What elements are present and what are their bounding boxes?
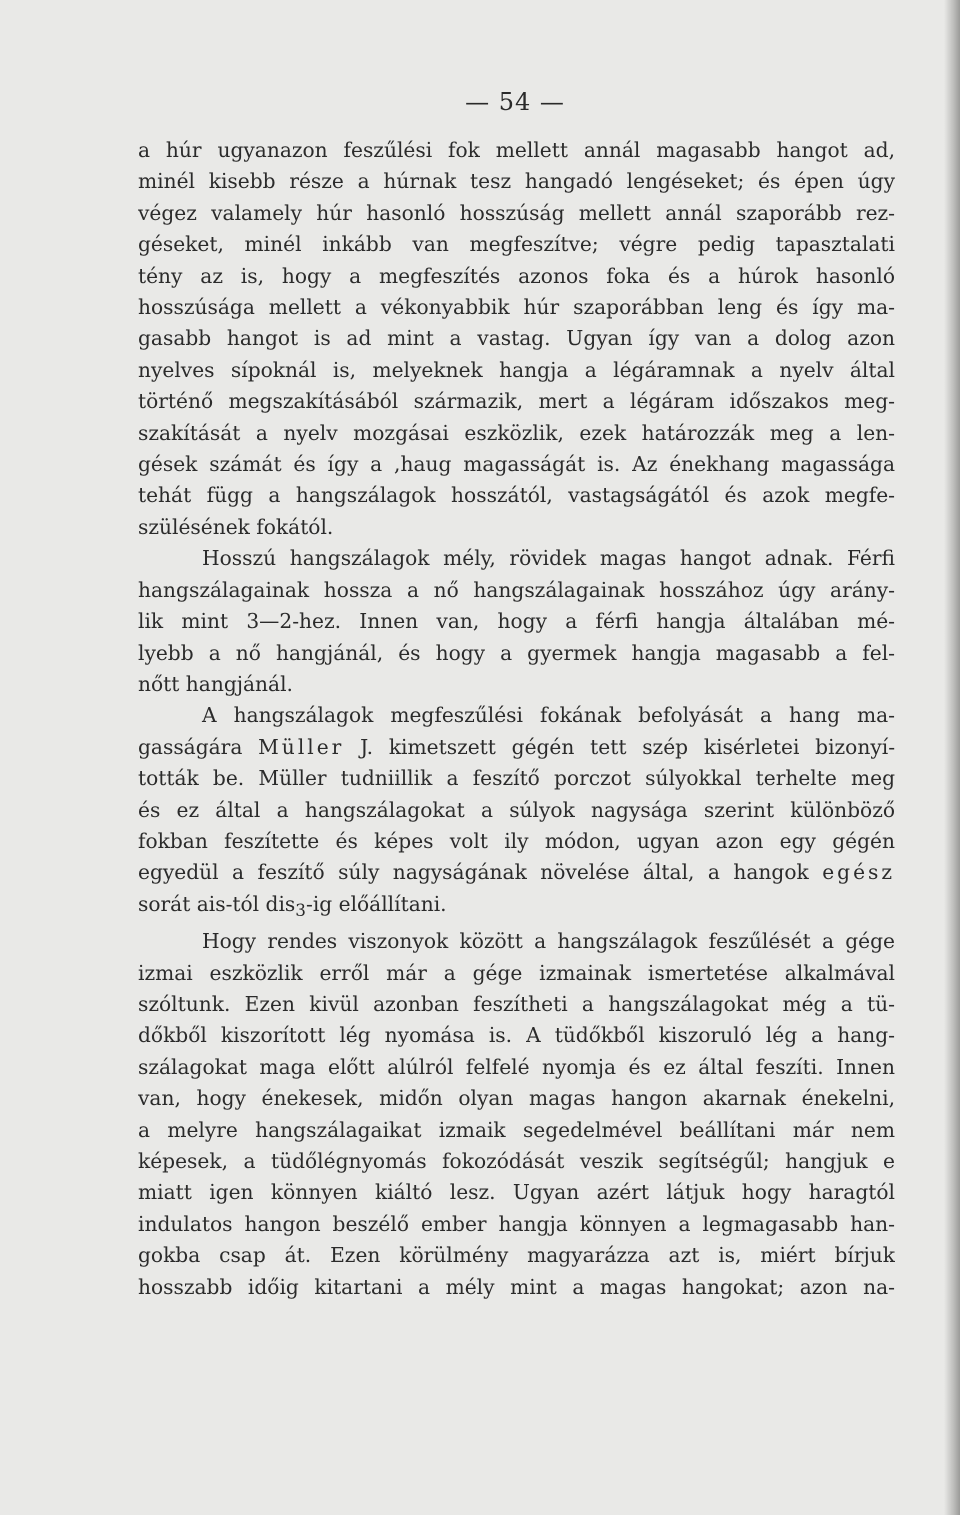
author-name: Müller [258, 734, 345, 759]
text-line: szakítását a nyelv mozgásai eszközlik, ezek határozzák meg a len- [138, 420, 895, 445]
text-line: géseket, minél inkább van megfeszítve; végre pedig tapasztalati [138, 232, 895, 257]
text-line: szóltunk. Ezen kivül azonban feszítheti a hangszálagokat még a tü- [138, 992, 895, 1016]
text-line: gokba csap át. Ezen körülmény magyarázza azt is, miért bírjuk [138, 1243, 895, 1268]
text-line: képesek, a tüdőlégnyomás fokozódását veszik segítségűl; hangjuk e [138, 1149, 895, 1174]
body-text [138, 135, 895, 1303]
text-line [138, 732, 895, 763]
text-line: és ez által a hangszálagokat a súlyok nagysága szerint különböző [138, 797, 895, 822]
text-line: tehát függ a hangszálagok hosszától, vastagságától és azok megfe- [138, 483, 895, 508]
text-line: Hosszú hangszálagok mély, rövidek magas hangot adnak. Férfi [202, 546, 895, 571]
text-line: hangszálagainak hossza a nő hangszálagainak hosszához úgy arány- [138, 577, 895, 602]
text-line: minél kisebb része a húrnak tesz hangadó lengéseket; és épen úgy [138, 169, 895, 194]
text-line: hosszabb időig kitartani a mély mint a magas hangokat; azon na- [138, 1274, 895, 1299]
emphasized-word: egész [822, 860, 895, 885]
text-line: van, hogy énekesek, midőn olyan magas hangon akarnak énekelni, [138, 1086, 895, 1111]
text-segment: J. kimetszett gégén tett szép kisérletei bizonyí- [360, 734, 895, 759]
text-line: nőtt hangjánál. [138, 671, 293, 696]
text-line: izmai eszközlik erről már a gége izmainak ismertetése alkalmával [138, 960, 895, 985]
text-line: történő megszakításából származik, mert a légáram időszakos meg- [138, 389, 895, 414]
text-segment: sorát ais-tól dis [138, 891, 296, 916]
text-line: a húr ugyanazon feszűlési fok mellett annál magasabb hangot ad, [138, 138, 895, 162]
text-line: tény az is, hogy a megfeszítés azonos foka és a húrok hasonló [138, 263, 895, 288]
text-line: miatt igen könnyen kiáltó lesz. Ugyan azért látjuk hogy haragtól [138, 1180, 895, 1205]
text-line: hosszúsága mellett a vékonyabbik húr szaporábban leng és így ma- [138, 295, 895, 320]
text-line: dőkből kiszorított lég nyomása is. A tüdőkből kiszoruló lég a hang- [138, 1023, 895, 1048]
text-segment: gasságára [138, 734, 243, 759]
text-line: fokban feszítette és képes volt ily módon, ugyan azon egy gégén [138, 828, 895, 853]
text-line: végez valamely húr hasonló hosszúság mellett annál szaporább rez- [138, 200, 895, 225]
page-number: — 54 — [465, 88, 565, 116]
text-line: szülésének fokától. [138, 514, 334, 539]
text-segment: egyedül a feszítő súly nagyságának növelése által, a hangok [138, 860, 809, 885]
subscript: 3 [295, 899, 306, 920]
text-line: lyebb a nő hangjánál, és hogy a gyermek hangja magasabb a fel- [138, 640, 895, 665]
text-line: szálagokat maga előtt alúlról felfelé nyomja és ez által feszíti. Innen [138, 1054, 895, 1079]
text-line: A hangszálagok megfeszűlési fokának befolyását a hang ma- [202, 703, 895, 728]
text-line: indulatos hangon beszélő ember hangja könnyen a legmagasabb han- [138, 1211, 895, 1236]
page-edge-shadow [944, 0, 960, 1515]
text-segment: -ig előállítani. [306, 891, 447, 916]
text-line: a melyre hangszálagaikat izmaik segedelmével beállítani már nem [138, 1117, 895, 1142]
text-line: gasabb hangot is ad mint a vastag. Ugyan így van a dolog azon [138, 326, 895, 351]
text-line: nyelves sípoknál is, melyeknek hangja a légáramnak a nyelv által [138, 357, 895, 382]
text-line: lik mint 3—2-hez. Innen van, hogy a férfi hangja általában mé- [138, 609, 895, 634]
text-line [138, 889, 895, 926]
text-line: tották be. Müller tudniillik a feszítő porczot súlyokkal terhelte meg [138, 766, 895, 791]
text-line: Hogy rendes viszonyok között a hangszálagok feszűlését a gége [202, 929, 895, 954]
text-line [138, 857, 895, 888]
text-line: gések számát és így a ,haug magasságát is. Az énekhang magassága [138, 452, 895, 477]
